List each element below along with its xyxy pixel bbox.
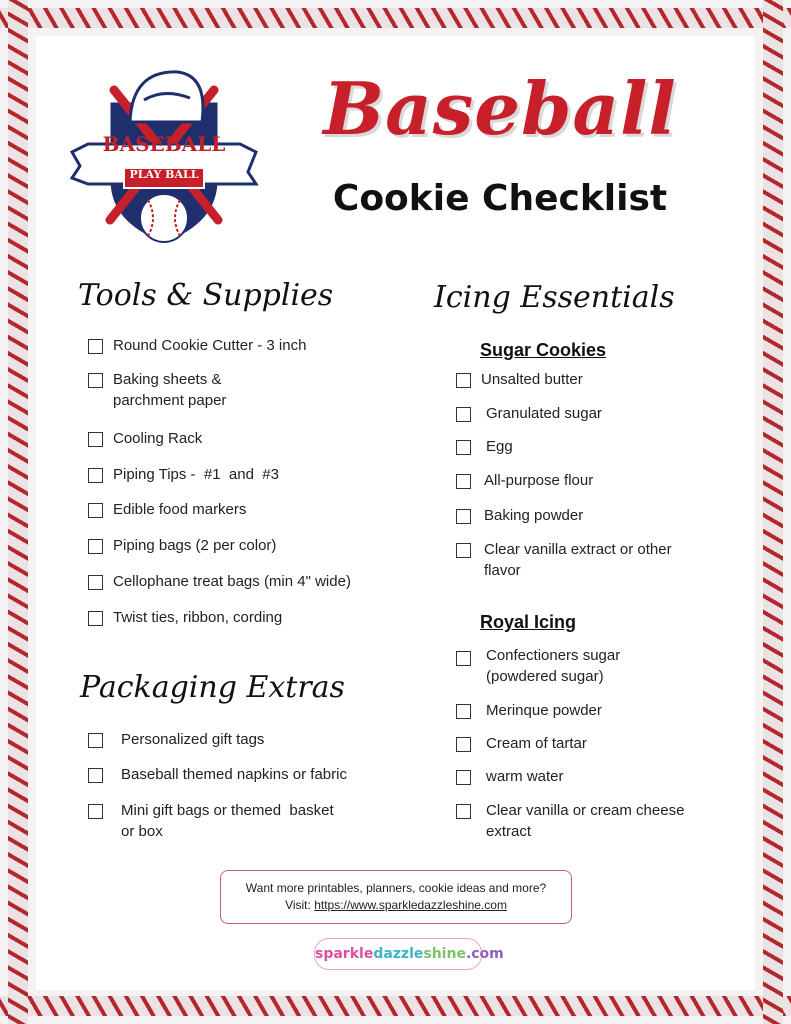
tools-item: parchment paper <box>113 392 227 409</box>
packaging-item: Baseball themed napkins or fabric <box>121 766 347 783</box>
tools-item: Cellophane treat bags (min 4" wide) <box>113 573 351 590</box>
tools-checkbox-1[interactable] <box>88 339 103 354</box>
tools-item: Baking sheets & <box>113 371 222 388</box>
tools-item: Round Cookie Cutter - 3 inch <box>113 337 307 354</box>
sugar-checkbox-2[interactable] <box>456 407 471 422</box>
brand-part-sparkle: sparkle <box>315 946 374 962</box>
packaging-heading: Packaging Extras <box>80 670 345 705</box>
sugar-item: Clear vanilla extract or other <box>484 541 672 558</box>
royal-checkbox-4[interactable] <box>456 770 471 785</box>
tools-checkbox-3[interactable] <box>88 432 103 447</box>
tools-item: Piping bags (2 per color) <box>113 537 277 554</box>
baseball-logo-icon <box>68 60 260 252</box>
sugar-checkbox-5[interactable] <box>456 509 471 524</box>
page-title: Baseball <box>323 66 677 151</box>
border-top <box>0 8 791 28</box>
tools-checkbox-2[interactable] <box>88 373 103 388</box>
logo-word-top: BASEBALL <box>102 132 226 156</box>
packaging-item: or box <box>121 823 163 840</box>
tools-item: Cooling Rack <box>113 430 203 447</box>
tools-checkbox-6[interactable] <box>88 539 103 554</box>
packaging-checkbox-2[interactable] <box>88 768 103 783</box>
royal-item: Cream of tartar <box>486 735 587 752</box>
sugar-checkbox-6[interactable] <box>456 543 471 558</box>
border-right <box>763 0 783 1024</box>
tools-checkbox-8[interactable] <box>88 611 103 626</box>
packaging-checkbox-1[interactable] <box>88 733 103 748</box>
packaging-checkbox-3[interactable] <box>88 804 103 819</box>
tools-checkbox-4[interactable] <box>88 468 103 483</box>
border-left <box>8 0 28 1024</box>
royal-item: (powdered sugar) <box>486 668 604 685</box>
note-visit-line <box>221 897 571 914</box>
royal-item: warm water <box>486 768 564 785</box>
brand-part-com: .com <box>465 946 504 962</box>
sugar-item: Unsalted butter <box>481 371 583 388</box>
tools-item: Piping Tips - #1 and #3 <box>113 466 279 483</box>
more-printables-note <box>220 870 572 924</box>
packaging-item: Mini gift bags or themed basket <box>121 802 334 819</box>
icing-heading: Icing Essentials <box>434 280 675 315</box>
page-subtitle: Cookie Checklist <box>332 178 668 219</box>
note-visit-label: Visit: <box>285 898 315 912</box>
sugar-cookies-heading: Sugar Cookies <box>480 340 607 360</box>
sugar-checkbox-4[interactable] <box>456 474 471 489</box>
tools-heading: Tools & Supplies <box>78 278 334 313</box>
royal-checkbox-5[interactable] <box>456 804 471 819</box>
tools-checkbox-7[interactable] <box>88 575 103 590</box>
royal-item: Clear vanilla or cream cheese <box>486 802 685 819</box>
website-link[interactable]: https://www.sparkledazzleshine.com <box>314 898 507 912</box>
note-line: Want more printables, planners, cookie ideas and more? <box>245 881 547 895</box>
packaging-item: Personalized gift tags <box>121 731 265 748</box>
royal-checkbox-1[interactable] <box>456 651 471 666</box>
royal-item: extract <box>486 823 532 840</box>
brand-part-dazzle: dazzle <box>373 946 424 962</box>
logo-word-bottom: PLAY BALL <box>129 168 199 181</box>
sugar-item: Egg <box>486 438 513 455</box>
royal-item: Merinque powder <box>486 702 602 719</box>
royal-checkbox-3[interactable] <box>456 737 471 752</box>
royal-checkbox-2[interactable] <box>456 704 471 719</box>
tools-item: Edible food markers <box>113 501 247 518</box>
sugar-checkbox-3[interactable] <box>456 440 471 455</box>
royal-item: Confectioners sugar <box>486 647 621 664</box>
sugar-item: flavor <box>484 562 521 579</box>
royal-icing-heading: Royal Icing <box>480 612 577 632</box>
tools-checkbox-5[interactable] <box>88 503 103 518</box>
brand-part-shine: shine <box>423 946 466 962</box>
border-bottom <box>0 996 791 1016</box>
sugar-checkbox-1[interactable] <box>456 373 471 388</box>
sugar-item: Baking powder <box>484 507 584 524</box>
sugar-item: Granulated sugar <box>486 405 602 422</box>
tools-item: Twist ties, ribbon, cording <box>113 609 283 626</box>
sugar-item: All-purpose flour <box>484 472 594 489</box>
brand-logo[interactable] <box>314 938 504 970</box>
